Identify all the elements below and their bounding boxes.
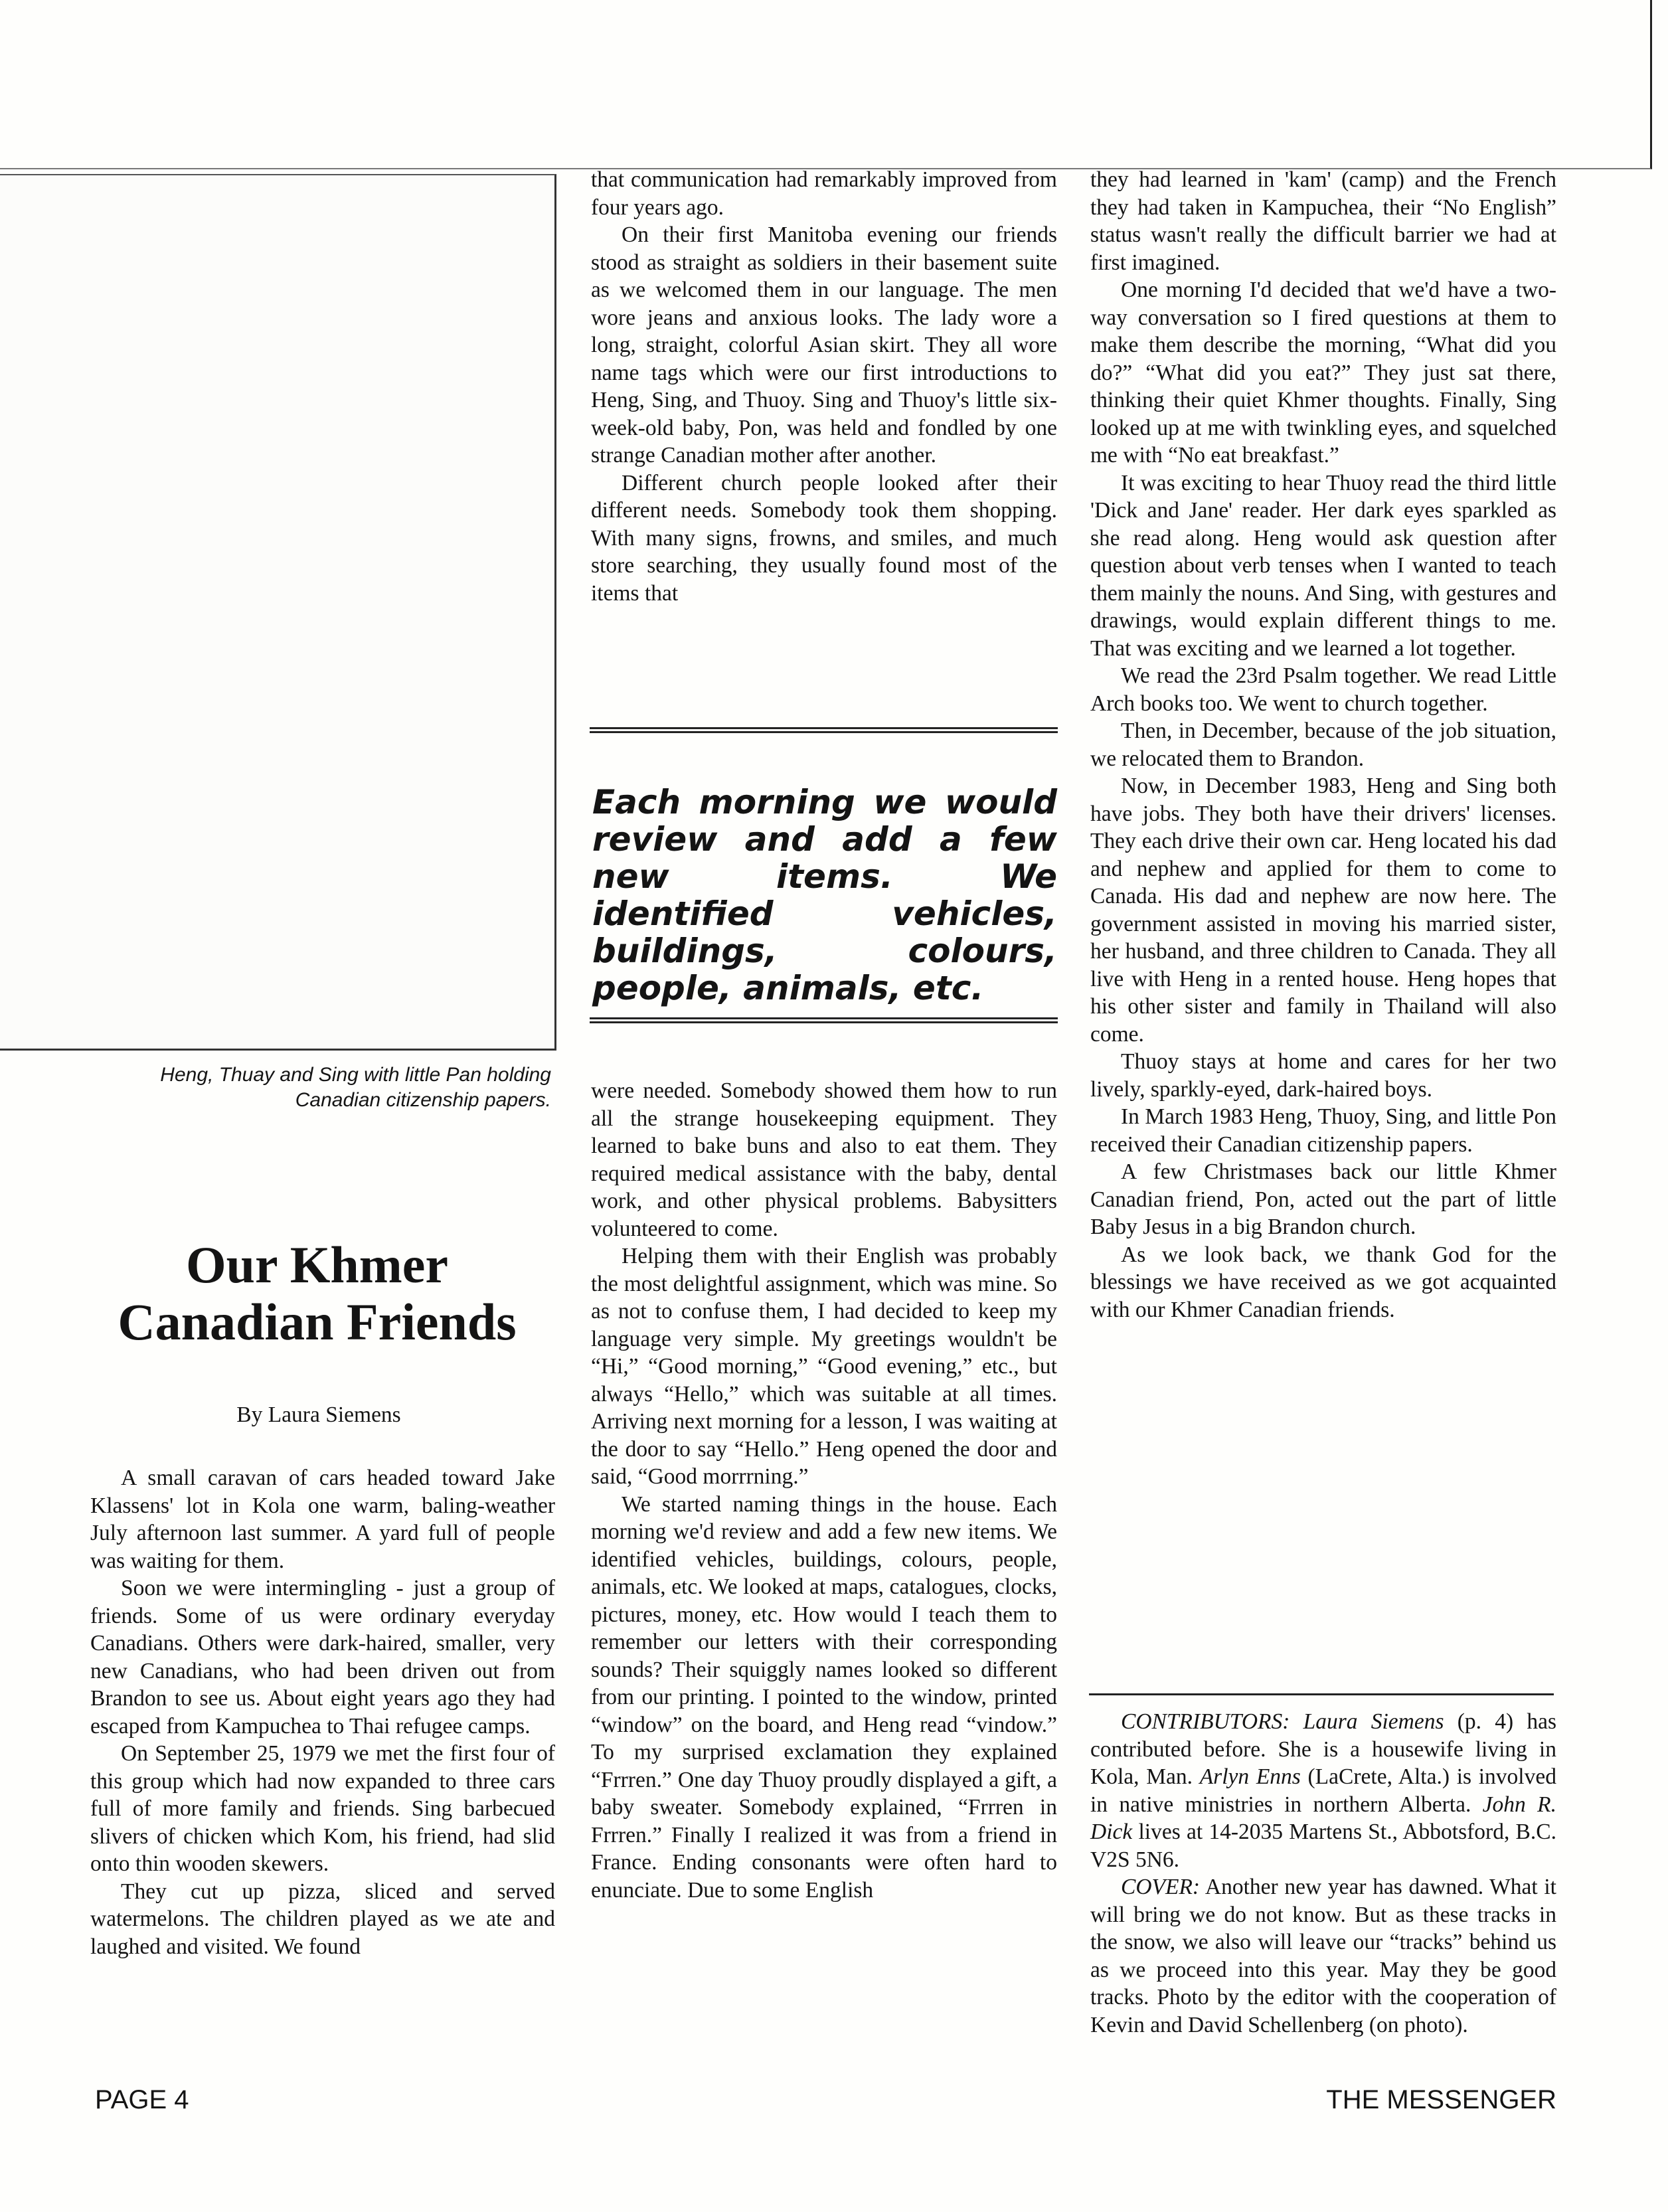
paragraph: In March 1983 Heng, Thuoy, Sing, and little Pon received their Canadian citizenship papers. (1090, 1104, 1556, 1157)
paragraph: We started naming things in the house. Each morning we'd review and add a few new items. We identified vehicles, buildings, colours, people, animals, etc. We looked at maps, catalogues, clocks, pictures, money, etc. How would I teach them to remember our letters with their corresponding sounds? Their squiggly names looked so different from our printing. I pointed to the window, printed “window” on the board, and Heng read “vindow.” To my surprised exclamation they explained “Frrren.” One day Thuoy proudly displayed a gift, a baby sweater. Somebody explained, “Frrren in Frrren.” Finally I realized it was from a friend in France. Ending consonants were often hard to enunciate. Due to some English (591, 1491, 1057, 1903)
paragraph: they had learned in 'kam' (camp) and the French they had taken in Kampuchea, their “No English” status wasn't really the difficult barrier we had at first imagined. (1090, 167, 1556, 275)
paragraph: They cut up pizza, sliced and served watermelons. The children played as we ate and laughed and visited. We found (90, 1879, 555, 1959)
paragraph: Different church people looked after their different needs. Somebody took them shopping. With many signs, frowns, and smiles, and much store searching, they usually found most of the items that (591, 470, 1057, 606)
top-border (0, 0, 1652, 169)
pullquote-top-rule (590, 727, 1058, 733)
photo-placeholder (0, 174, 556, 1051)
contributors-rule (1089, 1693, 1554, 1695)
paragraph: that communication had remarkably improved from four years ago. (591, 167, 1057, 220)
column-1 (90, 1464, 555, 1960)
contributor-name: John R. Dick (1090, 1792, 1556, 1844)
magazine-name: THE MESSENGER (1326, 2085, 1556, 2114)
paragraph: Then, in December, because of the job situation, we relocated them to Brandon. (1090, 719, 1556, 771)
paragraph: One morning I'd decided that we'd have a two-way conversation so I fired questions at them to make them describe the morning, “What did you do?” “What did you eat?” They just sat there, thinking their quiet Khmer thoughts. Finally, Sing looked up at me with twinkling eyes, and squelched me with “No eat breakfast.” (1090, 278, 1556, 468)
paragraph: We read the 23rd Psalm together. We read Little Arch books too. We went to church together. (1090, 663, 1556, 716)
column-2-top (591, 166, 1057, 607)
paragraph: were needed. Somebody showed them how to run all the strange housekeeping equipment. They learned to bake buns and also to eat them. They required medical assistance with the baby, dental work, and other physical problems. Babysitters volunteered to come. (591, 1078, 1057, 1241)
paragraph: A small caravan of cars headed toward Jake Klassens' lot in Kola one warm, baling-weather July afternoon last summer. A yard full of people was waiting for them. (90, 1466, 555, 1573)
paragraph: Thuoy stays at home and cares for her two lively, sparkly-eyed, dark-haired boys. (1090, 1049, 1556, 1102)
paragraph: Soon we were intermingling - just a group of friends. Some of us were ordinary everyday Canadians. Others were dark-haired, smaller, very new Canadians, who had been driven out from Brandon to see us. About eight years ago they had escaped from Kampuchea to Thai refugee camps. (90, 1576, 555, 1739)
paragraph: Helping them with their English was probably the most delightful assignment, which was mine. So as not to confuse them, I had decided to keep my language very simple. My greetings wouldn't be “Hi,” “Good morning,” “Good evening,” etc., but always “Hello,” which was suitable at all times. Arriving next morning for a lesson, I was waiting at the door to say “Hello.” Heng opened the door and said, “Good morrrning.” (591, 1244, 1057, 1489)
contributor-name: Arlyn Enns (1199, 1764, 1301, 1789)
pull-quote: Each morning we would review and add a few new items. We identified vehicles, buildings, colours, people, animals, etc. (592, 783, 1057, 1007)
contributors-box (1090, 1708, 1556, 2039)
title-line-2: Canadian Friends (118, 1293, 517, 1351)
photo-caption: Heng, Thuay and Sing with little Pan holding Canadian citizenship papers. (160, 1064, 551, 1111)
column-2-bottom (591, 1077, 1057, 1904)
paragraph: A few Christmases back our little Khmer Canadian friend, Pon, acted out the part of little Baby Jesus in a big Brandon church. (1090, 1159, 1556, 1239)
contributors-label: CONTRIBUTORS: (1121, 1709, 1290, 1734)
cover-note: COVER: Another new year has dawned. What it will bring we do not know. But as these tracks in the snow, we also will leave our “tracks” behind us as we proceed into this year. May they be good tracks. Photo by the editor with the cooperation of Kevin and David Schellenberg (on photo). (1090, 1875, 1556, 2037)
contributors-note: CONTRIBUTORS: Laura Siemens (p. 4) has contributed before. She is a housewife living in Kola, Man. Arlyn Enns (LaCrete, Alta.) is involved in native ministries in northern Alberta. John R. Dick lives at 14-2035 Martens St., Abbotsford, B.C. V2S 5N6. (1090, 1709, 1557, 1872)
contributor-name: Laura Siemens (1303, 1709, 1444, 1734)
byline: By Laura Siemens (236, 1403, 401, 1427)
cover-label: COVER: (1121, 1875, 1201, 1899)
column-3 (1090, 166, 1556, 1323)
paragraph: Now, in December 1983, Heng and Sing both have jobs. They both have their drivers' licenses. They each drive their own car. Heng located his dad and nephew and applied for them to come to Canada. His dad and nephew are now here. The government assisted in moving his married sister, her husband, and three children to Canada. They all live with Heng in a rented house. Heng hopes that his other sister and family in Thailand will also come. (1090, 774, 1556, 1047)
title-line-1: Our Khmer (185, 1236, 449, 1294)
paragraph: On September 25, 1979 we met the first four of this group which had now expanded to three cars full of more family and friends. Sing barbecued slivers of chicken which Kom, his friend, had slid onto thin wooden skewers. (90, 1741, 555, 1876)
article-title (73, 1236, 561, 1351)
paragraph: On their first Manitoba evening our friends stood as straight as soldiers in their basement suite as we welcomed them in our language. The men wore jeans and anxious looks. The lady wore a long, straight, colorful Asian skirt. They all wore name tags which were our first introductions to Heng, Sing, and Thuoy. Sing and Thuoy's little six-week-old baby, Pon, was held and fondled by one strange Canadian mother after another. (591, 222, 1057, 468)
paragraph: As we look back, we thank God for the blessings we have received as we got acquainted with our Khmer Canadian friends. (1090, 1242, 1556, 1322)
paragraph: It was exciting to hear Thuoy read the third little 'Dick and Jane' reader. Her dark eyes sparkled as she read along. Heng would ask question after question about verb tenses when I wanted to teach them mainly the nouns. And Sing, with gestures and drawings, would explain different things to me. That was exciting and we learned a lot together. (1090, 470, 1556, 661)
pullquote-bottom-rule (590, 1017, 1058, 1023)
page-number: PAGE 4 (95, 2085, 189, 2114)
